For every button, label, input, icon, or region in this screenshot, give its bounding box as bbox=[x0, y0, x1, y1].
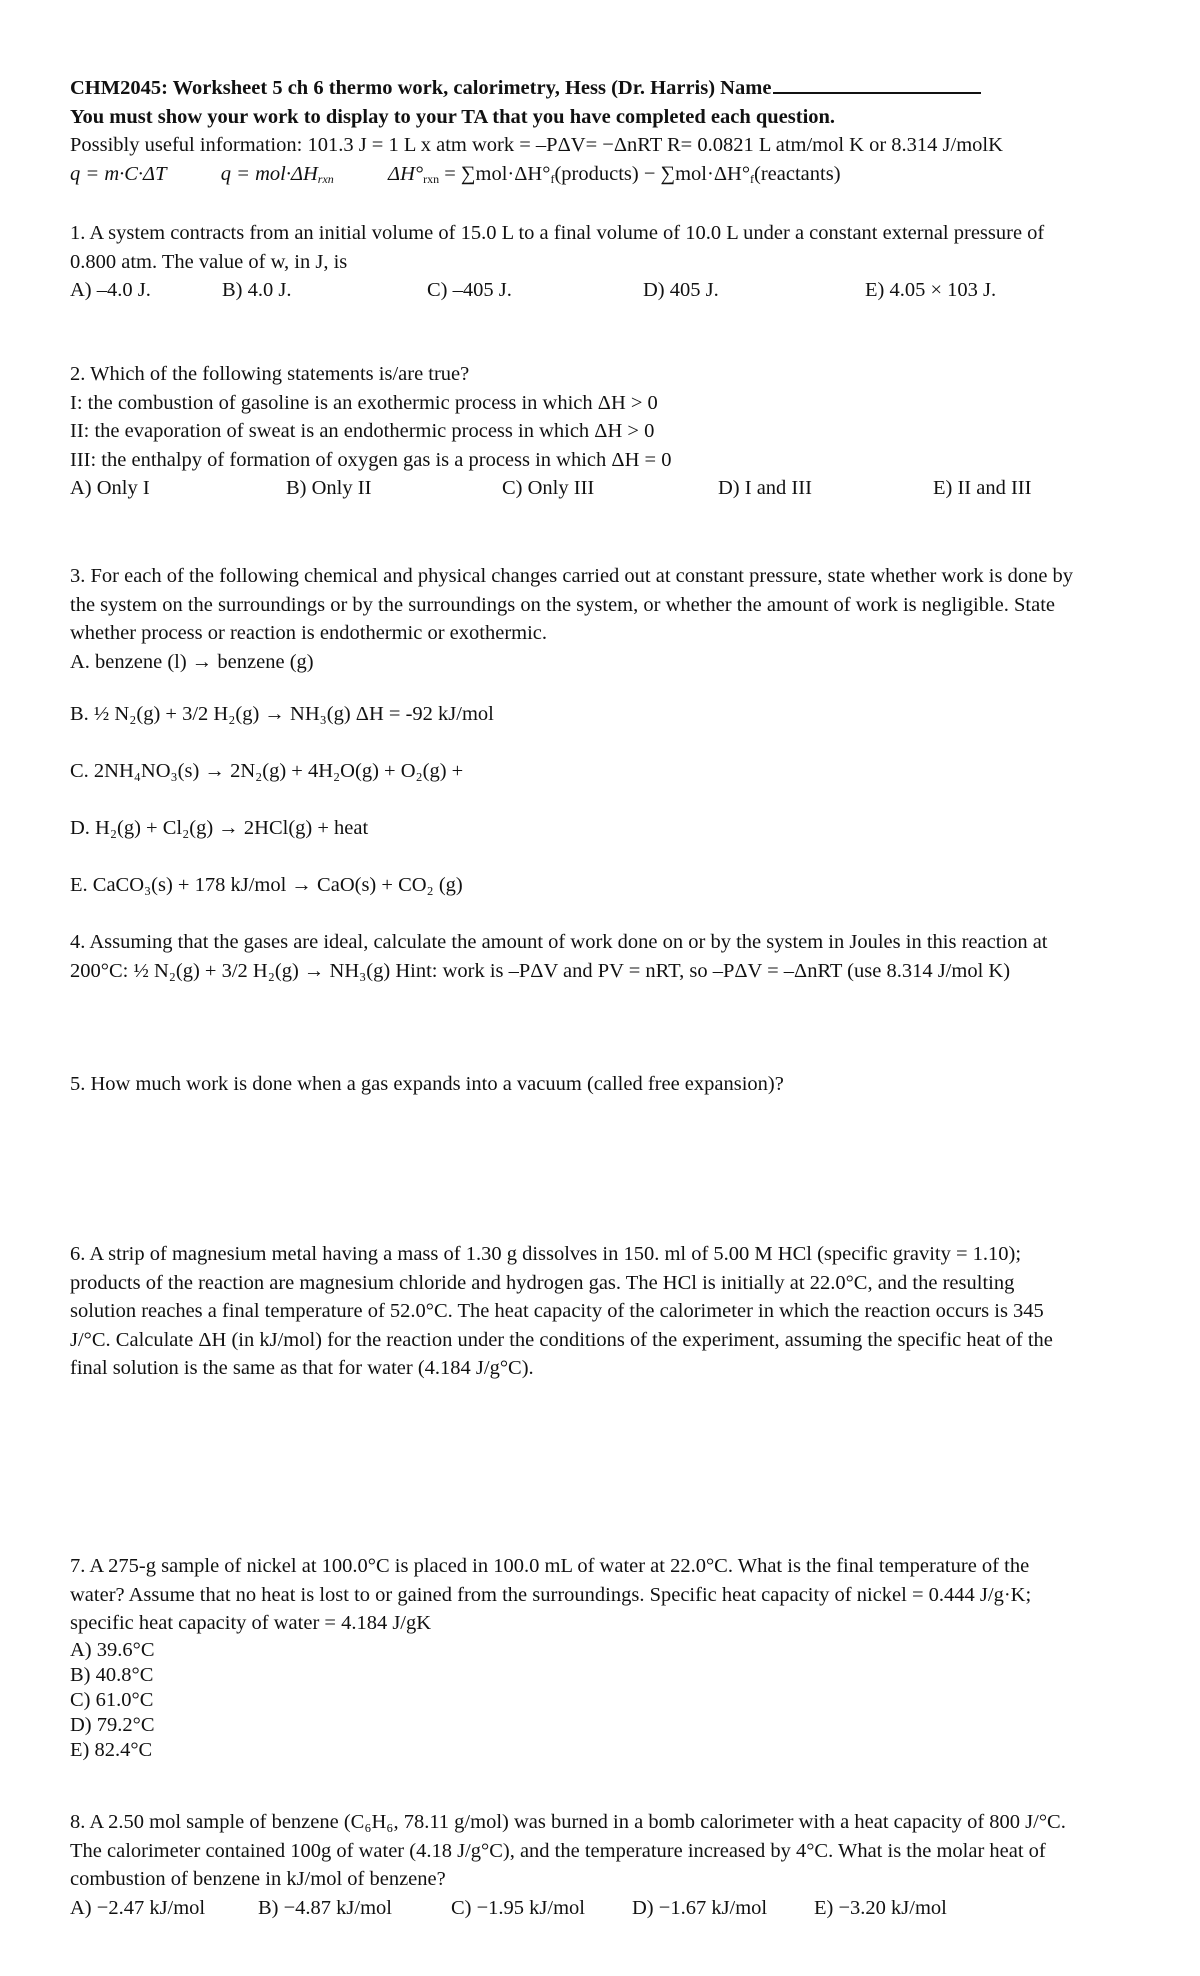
q6-text-line-4: J/°C. Calculate ΔH (in kJ/mol) for the reaction under the conditions of the experiment, assuming the specific heat of the bbox=[70, 1328, 1053, 1351]
hess-part-3: (products) − ∑mol·ΔH° bbox=[554, 162, 751, 185]
useful-info: Possibly useful information: 101.3 J = 1 L x atm work = –PΔV= −ΔnRT R= 0.0821 L atm/mol K or 8.314 J/molK bbox=[70, 134, 1003, 156]
q3-part-c: C. 2NH₄NO₃(s) → 2N₂(g) + 4H₂O(g) + O₂(g) + bbox=[70, 760, 464, 782]
q7-choice-e: E) 82.4°C bbox=[70, 1738, 153, 1761]
question-6 bbox=[70, 1240, 1140, 1383]
q6-text-line-5: final solution is the same as that for water (4.184 J/g°C). bbox=[70, 1357, 534, 1379]
q4-text-line-1: 4. Assuming that the gases are ideal, calculate the amount of work done on or by the system in Joules in this reaction at bbox=[70, 931, 1048, 953]
hess-part-4: (reactants) bbox=[754, 162, 841, 185]
question-3 bbox=[70, 562, 1140, 676]
formula-hess bbox=[388, 163, 840, 185]
q7-text-line-3: specific heat capacity of water = 4.184 J/gK bbox=[70, 1612, 432, 1634]
q7-choice-d: D) 79.2°C bbox=[70, 1713, 155, 1736]
hess-sub-1: rxn bbox=[423, 171, 440, 186]
q7-choices bbox=[70, 1638, 1140, 1763]
q2-choices bbox=[70, 474, 1140, 503]
question-1 bbox=[70, 219, 1140, 305]
q3-part-e: E. CaCO₃(s) + 178 kJ/mol → CaO(s) + CO₂ (g) bbox=[70, 874, 463, 896]
q1-choice-b: B) 4.0 J. bbox=[222, 279, 292, 301]
q7-choice-c: C) 61.0°C bbox=[70, 1688, 154, 1711]
q7-choice-a: A) 39.6°C bbox=[70, 1638, 155, 1661]
q1-text-line-1: 1. A system contracts from an initial volume of 15.0 L to a final volume of 10.0 L under a constant external pressure of bbox=[70, 222, 1045, 244]
q3-part-b: B. ½ N₂(g) + 3/2 H₂(g) → NH₃(g) ΔH = -92 kJ/mol bbox=[70, 703, 494, 725]
formula-heat-rxn-text: q = mol·ΔH bbox=[220, 162, 318, 185]
q6-text-line-3: solution reaches a final temperature of 52.0°C. The heat capacity of the calorimeter in which the reaction occurs is 345 bbox=[70, 1300, 1044, 1322]
q3-part-d: D. H₂(g) + Cl₂(g) → 2HCl(g) + heat bbox=[70, 817, 369, 839]
q1-choice-c: C) –405 J. bbox=[427, 279, 512, 301]
q8-text-line-2: The calorimeter contained 100g of water (4.18 J/g°C), and the temperature increased by 4°C. What is the molar heat of bbox=[70, 1839, 1046, 1862]
q8-choice-a: A) −2.47 kJ/mol bbox=[70, 1896, 206, 1919]
hess-sub-3: f bbox=[750, 171, 755, 186]
q2-choice-d: D) I and III bbox=[718, 477, 812, 499]
q2-statement-1: I: the combustion of gasoline is an exothermic process in which ΔH > 0 bbox=[70, 391, 658, 414]
question-7 bbox=[70, 1552, 1140, 1763]
q8-choices bbox=[70, 1894, 1140, 1923]
q7-text-line-1: 7. A 275-g sample of nickel at 100.0°C is placed in 100.0 mL of water at 22.0°C. What is the final temperature of the bbox=[70, 1555, 1030, 1577]
hess-part-2: = ∑mol·ΔH° bbox=[439, 162, 551, 185]
title-text: CHM2045: Worksheet 5 ch 6 thermo work, calorimetry, Hess (Dr. Harris) Name bbox=[70, 77, 772, 99]
question-4 bbox=[70, 928, 1140, 985]
formula-heat: q = m·C·ΔT bbox=[70, 162, 167, 185]
q7-text-line-2: water? Assume that no heat is lost to or gained from the surroundings. Specific heat capacity of nickel = 0.444 J/g·K; bbox=[70, 1583, 1032, 1606]
q2-statement-3: III: the enthalpy of formation of oxygen gas is a process in which ΔH = 0 bbox=[70, 448, 672, 471]
q2-choice-c: C) Only III bbox=[502, 477, 595, 499]
formulas-line bbox=[70, 160, 1140, 189]
q2-statement-2: II: the evaporation of sweat is an endothermic process in which ΔH > 0 bbox=[70, 420, 655, 442]
q3-text-line-2: the system on the surroundings or by the surroundings on the system, or whether the amount of work is negligible. State bbox=[70, 593, 1055, 616]
q1-text-line-2: 0.800 atm. The value of w, in J, is bbox=[70, 250, 348, 273]
q3-text-line-1: 3. For each of the following chemical and physical changes carried out at constant pressure, state whether work is done by bbox=[70, 565, 1074, 587]
q1-choices bbox=[70, 276, 1140, 305]
header bbox=[70, 72, 1140, 188]
q8-text-line-3: combustion of benzene in kJ/mol of benzene? bbox=[70, 1868, 446, 1890]
question-2 bbox=[70, 360, 1140, 503]
q6-text-line-2: products of the reaction are magnesium chloride and hydrogen gas. The HCl is initially at 22.0°C, and the resulting bbox=[70, 1271, 1015, 1294]
hess-sub-2: f bbox=[550, 171, 555, 186]
hess-part-1: ΔH° bbox=[388, 162, 424, 185]
q8-choice-c: C) −1.95 kJ/mol bbox=[451, 1896, 586, 1919]
q2-text: 2. Which of the following statements is/are true? bbox=[70, 363, 470, 385]
formula-heat-rxn-sub: rxn bbox=[317, 171, 334, 186]
q8-choice-d: D) −1.67 kJ/mol bbox=[632, 1896, 768, 1919]
q7-choice-b: B) 40.8°C bbox=[70, 1663, 154, 1686]
q1-choice-a: A) –4.0 J. bbox=[70, 279, 151, 301]
question-5: 5. How much work is done when a gas expands into a vacuum (called free expansion)? bbox=[70, 1073, 784, 1095]
name-blank bbox=[773, 72, 981, 94]
worksheet-title bbox=[70, 72, 1140, 103]
q8-text-line-1: 8. A 2.50 mol sample of benzene (C₆H₆, 78.11 g/mol) was burned in a bomb calorimeter with a heat capacity of 800 J/°C. bbox=[70, 1811, 1066, 1833]
formula-heat-rxn bbox=[221, 163, 334, 185]
q8-choice-b: B) −4.87 kJ/mol bbox=[258, 1896, 393, 1919]
q8-choice-e: E) −3.20 kJ/mol bbox=[814, 1896, 947, 1919]
q3-text-line-3: whether process or reaction is endothermic or exothermic. bbox=[70, 622, 548, 644]
q1-choice-d: D) 405 J. bbox=[643, 279, 719, 301]
q3-part-a: A. benzene (l) → benzene (g) bbox=[70, 650, 314, 673]
q2-choice-e: E) II and III bbox=[933, 477, 1032, 499]
question-8 bbox=[70, 1808, 1140, 1922]
q2-choice-a: A) Only I bbox=[70, 477, 150, 499]
q2-choice-b: B) Only II bbox=[286, 477, 372, 499]
instructions: You must show your work to display to your TA that you have completed each question. bbox=[70, 105, 836, 128]
q4-text-line-2: 200°C: ½ N₂(g) + 3/2 H₂(g) → NH₃(g) Hint: work is –PΔV and PV = nRT, so –PΔV = –ΔnRT (use 8.314 J/mol K) bbox=[70, 959, 1011, 982]
q1-choice-e: E) 4.05 × 103 J. bbox=[865, 279, 997, 301]
q6-text-line-1: 6. A strip of magnesium metal having a mass of 1.30 g dissolves in 150. ml of 5.00 M HCl (specific gravity = 1.10); bbox=[70, 1243, 1022, 1265]
